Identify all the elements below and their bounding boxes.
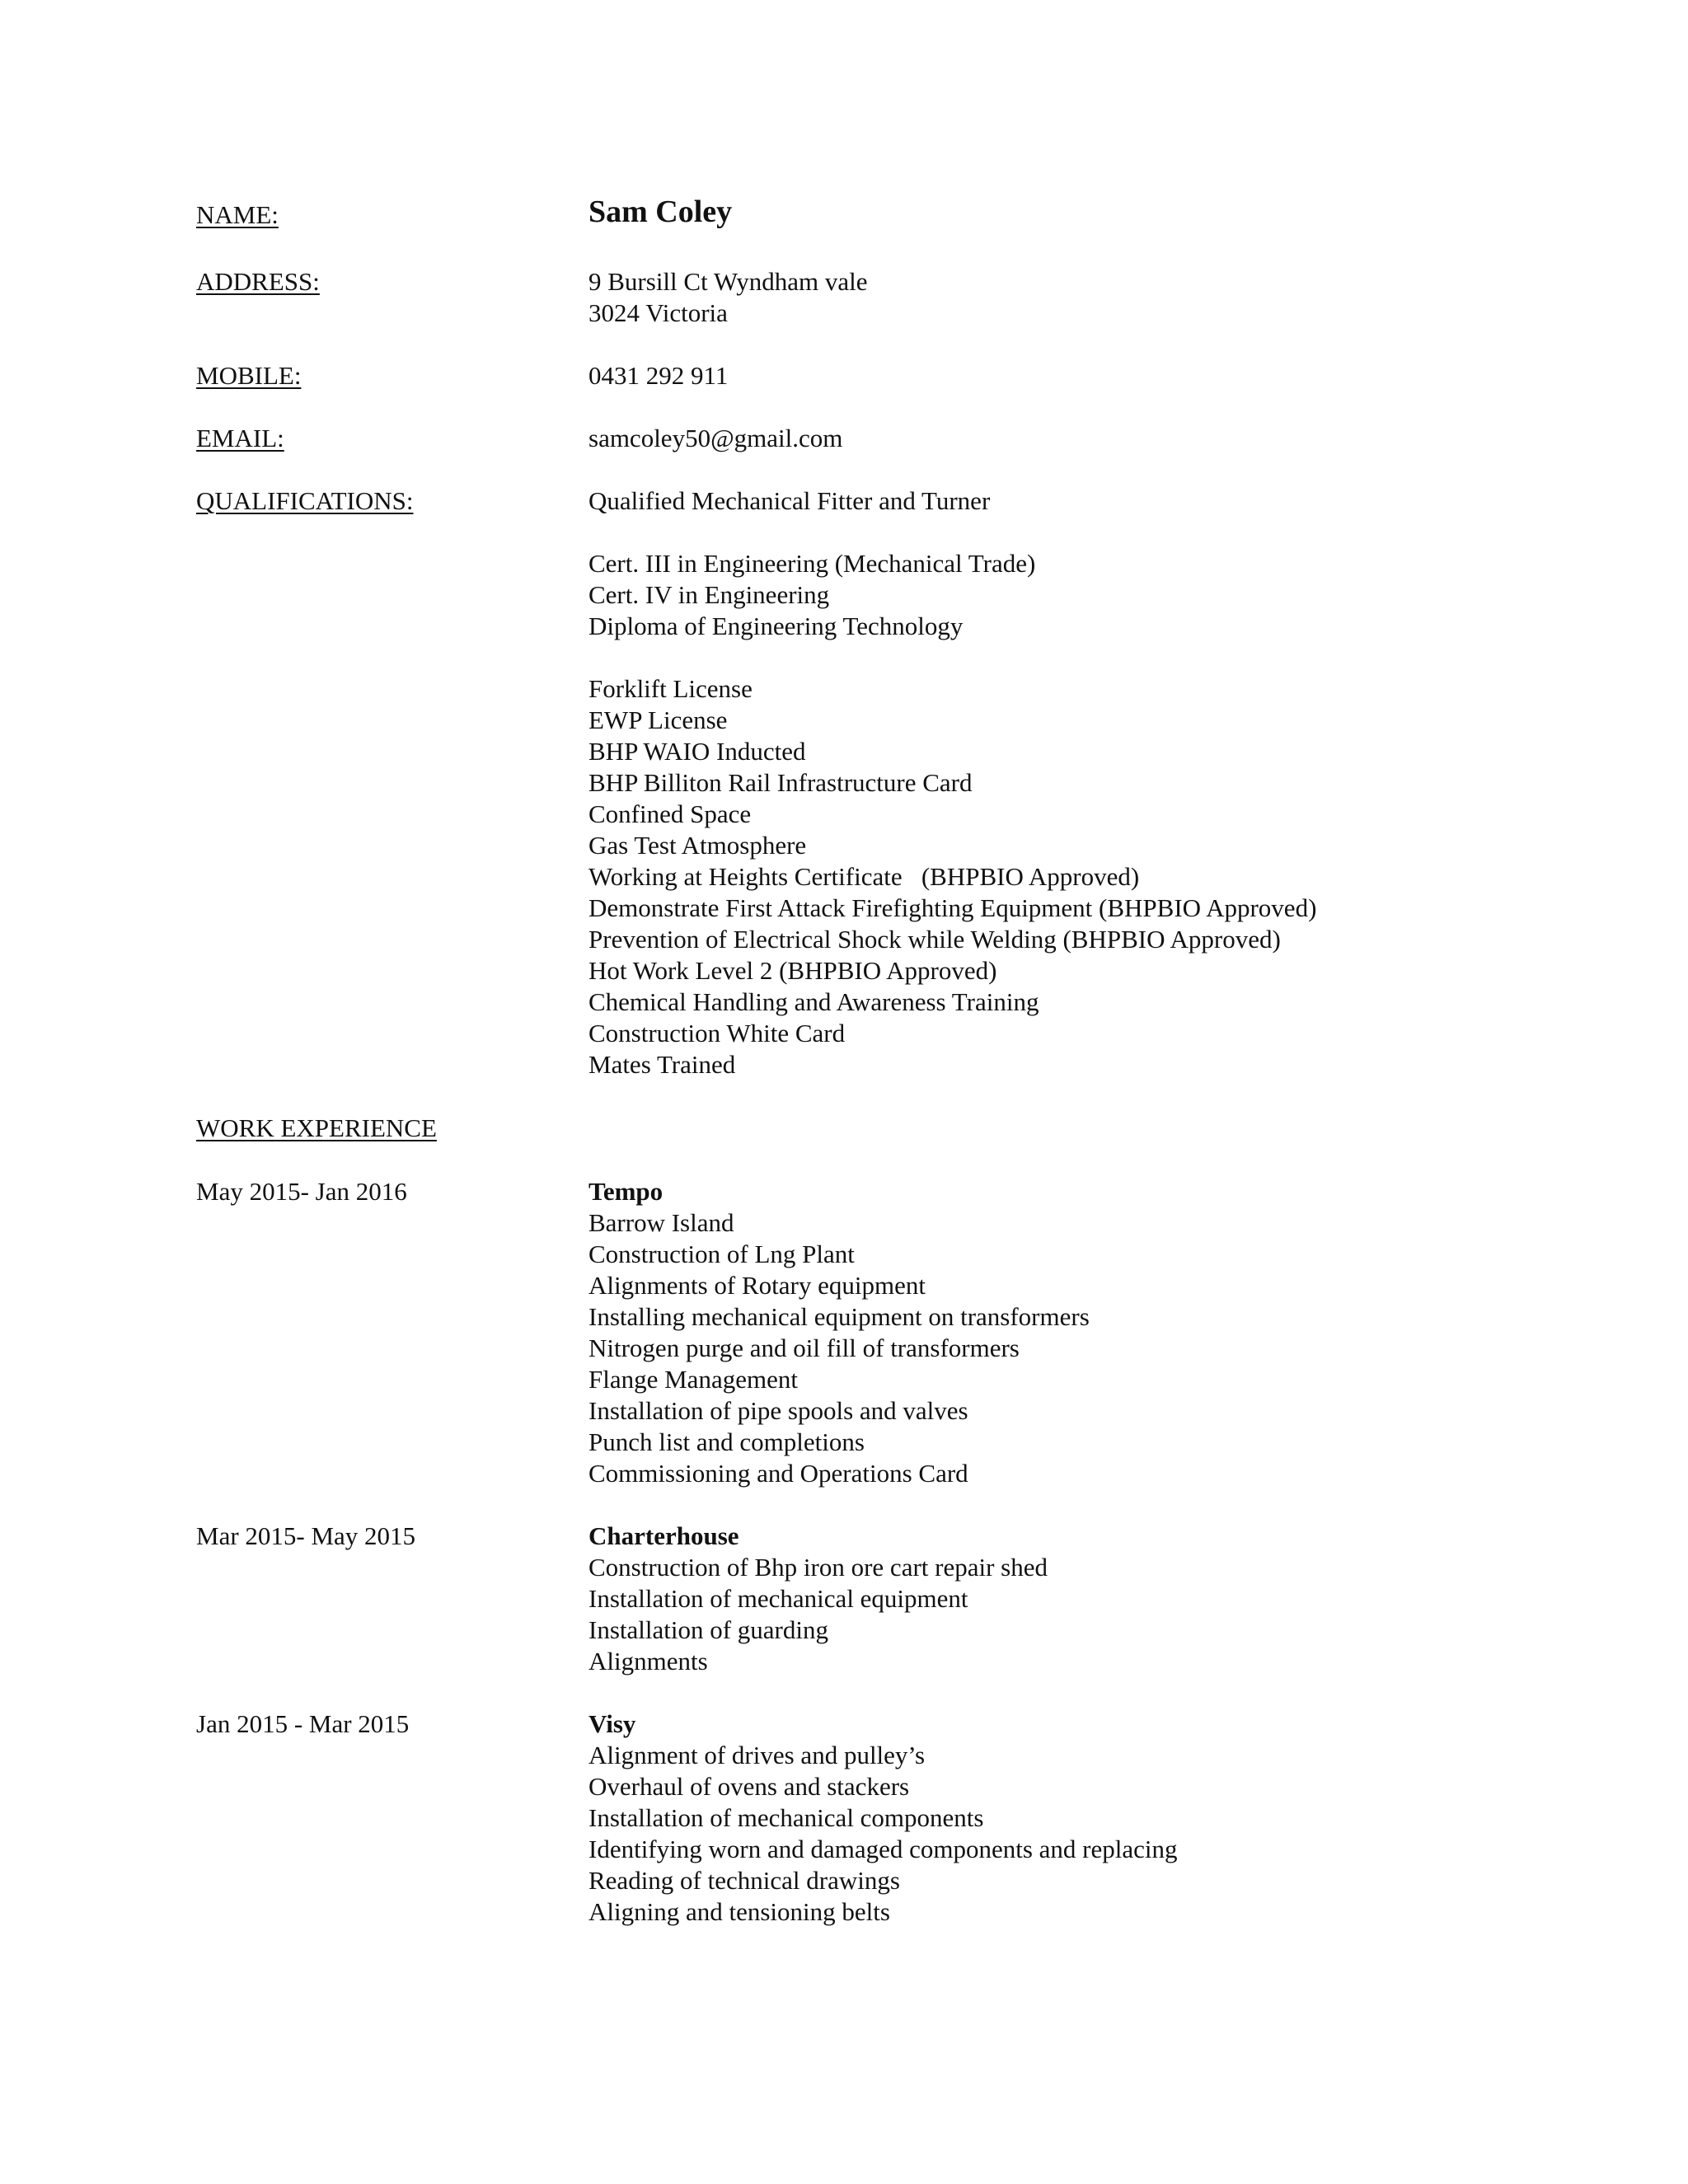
license-item: EWP License: [588, 705, 728, 734]
mobile-value: 0431 292 911: [588, 361, 729, 390]
job-duty: Alignments of Rotary equipment: [588, 1271, 926, 1300]
license-item: BHP Billiton Rail Infrastructure Card: [588, 768, 973, 797]
job-duty: Installation of mechanical equipment: [588, 1584, 968, 1613]
job-duty: Reading of technical drawings: [588, 1866, 900, 1895]
job-duty: Overhaul of ovens and stackers: [588, 1772, 910, 1801]
name-value: Sam Coley: [588, 194, 733, 229]
email-label: EMAIL:: [196, 424, 284, 452]
job-dates: May 2015- Jan 2016: [196, 1177, 407, 1206]
job-duty: Installation of mechanical components: [588, 1803, 984, 1832]
license-item: Forklift License: [588, 674, 753, 703]
job-duty: Identifying worn and damaged components and replacing: [588, 1835, 1178, 1863]
job-company: Tempo: [588, 1177, 663, 1206]
job-duty: Installing mechanical equipment on transformers: [588, 1302, 1090, 1331]
qualifications-label: QUALIFICATIONS:: [196, 486, 414, 515]
license-item: Chemical Handling and Awareness Training: [588, 987, 1039, 1016]
job-duty: Commissioning and Operations Card: [588, 1459, 968, 1488]
license-item: Prevention of Electrical Shock while Welding (BHPBIO Approved): [588, 925, 1281, 954]
qualification-item: Cert. IV in Engineering: [588, 580, 830, 609]
job-duty: Flange Management: [588, 1365, 798, 1394]
license-item: Construction White Card: [588, 1019, 846, 1047]
qualification-item: Diploma of Engineering Technology: [588, 612, 964, 640]
job-duty: Installation of pipe spools and valves: [588, 1396, 968, 1425]
license-item: Demonstrate First Attack Firefighting Equipment (BHPBIO Approved): [588, 893, 1317, 922]
job-duty: Punch list and completions: [588, 1427, 865, 1456]
job-dates: Mar 2015- May 2015: [196, 1521, 416, 1550]
job-duty: Construction of Lng Plant: [588, 1240, 855, 1268]
license-item: BHP WAIO Inducted: [588, 737, 806, 766]
job-duty: Installation of guarding: [588, 1615, 828, 1644]
job-duty: Aligning and tensioning belts: [588, 1897, 890, 1926]
license-item: Hot Work Level 2 (BHPBIO Approved): [588, 956, 997, 985]
job-duty: Barrow Island: [588, 1208, 734, 1237]
job-company: Visy: [588, 1709, 636, 1738]
license-item: Working at Heights Certificate (BHPBIO Approved): [588, 862, 1140, 891]
job-dates: Jan 2015 - Mar 2015: [196, 1709, 410, 1738]
license-item: Mates Trained: [588, 1050, 736, 1079]
job-duty: Alignment of drives and pulley’s: [588, 1741, 926, 1769]
address-value: [588, 266, 1495, 329]
qualifications-list: [588, 485, 1495, 1080]
license-item: Confined Space: [588, 799, 752, 828]
address-line: 9 Bursill Ct Wyndham vale: [588, 267, 868, 296]
job-details: [588, 1521, 1495, 1677]
mobile-label: MOBILE:: [196, 361, 302, 390]
job-details: [588, 1708, 1495, 1928]
address-line: 3024 Victoria: [588, 298, 728, 327]
qualification-item: Qualified Mechanical Fitter and Turner: [588, 486, 991, 515]
work-experience-label: WORK EXPERIENCE: [196, 1113, 437, 1142]
name-label: NAME:: [196, 200, 279, 229]
job-duty: Construction of Bhp iron ore cart repair shed: [588, 1553, 1048, 1582]
job-duty: Alignments: [588, 1647, 708, 1675]
job-duty: Nitrogen purge and oil fill of transformers: [588, 1333, 1020, 1362]
qualification-item: Cert. III in Engineering (Mechanical Trade): [588, 549, 1036, 578]
address-label: ADDRESS:: [196, 267, 320, 296]
email-value: samcoley50@gmail.com: [588, 424, 843, 452]
license-item: Gas Test Atmosphere: [588, 831, 807, 860]
job-company: Charterhouse: [588, 1521, 739, 1550]
job-details: [588, 1176, 1495, 1489]
